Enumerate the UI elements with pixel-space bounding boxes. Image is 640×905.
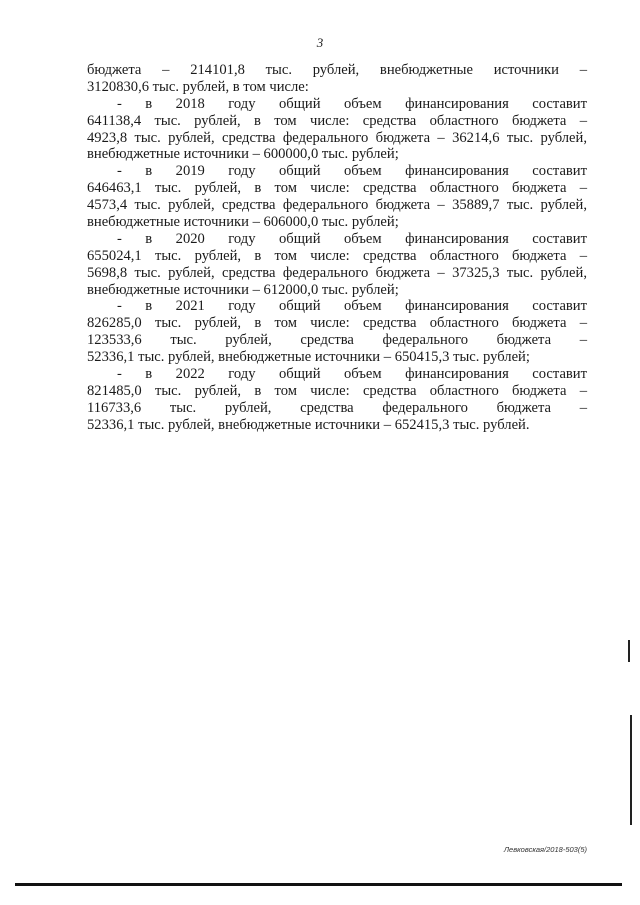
text-line: внебюджетные источники – 612000,0 тыс. рублей; bbox=[87, 281, 399, 298]
bottom-scan-edge bbox=[15, 883, 622, 886]
text-line: бюджета – 214101,8 тыс. рублей, внебюджетные источники – bbox=[87, 62, 587, 78]
text-line: 3120830,6 тыс. рублей, в том числе: bbox=[87, 78, 309, 95]
text-line: 821485,0 тыс. рублей, в том числе: средства областного бюджета – bbox=[87, 382, 587, 399]
text-line: 52336,1 тыс. рублей, внебюджетные источники – 652415,3 тыс. рублей. bbox=[87, 416, 530, 433]
text-line: - в 2021 году общий объем финансирования составит bbox=[117, 298, 587, 315]
text-line: 116733,6 тыс. рублей, средства федерального бюджета – bbox=[87, 399, 587, 416]
text-line: 655024,1 тыс. рублей, в том числе: средства областного бюджета – bbox=[87, 247, 587, 264]
text-line: - в 2019 году общий объем финансирования составит bbox=[117, 163, 587, 180]
body-text bbox=[87, 62, 587, 434]
text-line: 5698,8 тыс. рублей, средства федерального бюджета – 37325,3 тыс. рублей, bbox=[87, 264, 587, 281]
text-line: 641138,4 тыс. рублей, в том числе: средства областного бюджета – bbox=[87, 112, 587, 129]
text-line: 4923,8 тыс. рублей, средства федерального бюджета – 36214,6 тыс. рублей, bbox=[87, 129, 587, 146]
text-line: - в 2018 году общий объем финансирования составит bbox=[117, 95, 587, 112]
footer-code: Левковская/2018-503(5) bbox=[503, 845, 587, 854]
page-number: 3 bbox=[316, 35, 324, 50]
text-line: 123533,6 тыс. рублей, средства федерального бюджета – bbox=[87, 332, 587, 349]
right-edge-mark-lower bbox=[630, 715, 632, 825]
text-line: 52336,1 тыс. рублей, внебюджетные источники – 650415,3 тыс. рублей; bbox=[87, 349, 530, 366]
text-line: внебюджетные источники – 600000,0 тыс. рублей; bbox=[87, 146, 399, 163]
text-line: 826285,0 тыс. рублей, в том числе: средства областного бюджета – bbox=[87, 315, 587, 332]
text-line: - в 2022 году общий объем финансирования составит bbox=[117, 366, 587, 383]
text-line: внебюджетные источники – 606000,0 тыс. рублей; bbox=[87, 214, 399, 231]
text-line: 4573,4 тыс. рублей, средства федерального бюджета – 35889,7 тыс. рублей, bbox=[87, 197, 587, 214]
text-line: - в 2020 году общий объем финансирования составит bbox=[117, 230, 587, 247]
right-edge-mark bbox=[628, 640, 630, 662]
text-line: 646463,1 тыс. рублей, в том числе: средства областного бюджета – bbox=[87, 180, 587, 197]
